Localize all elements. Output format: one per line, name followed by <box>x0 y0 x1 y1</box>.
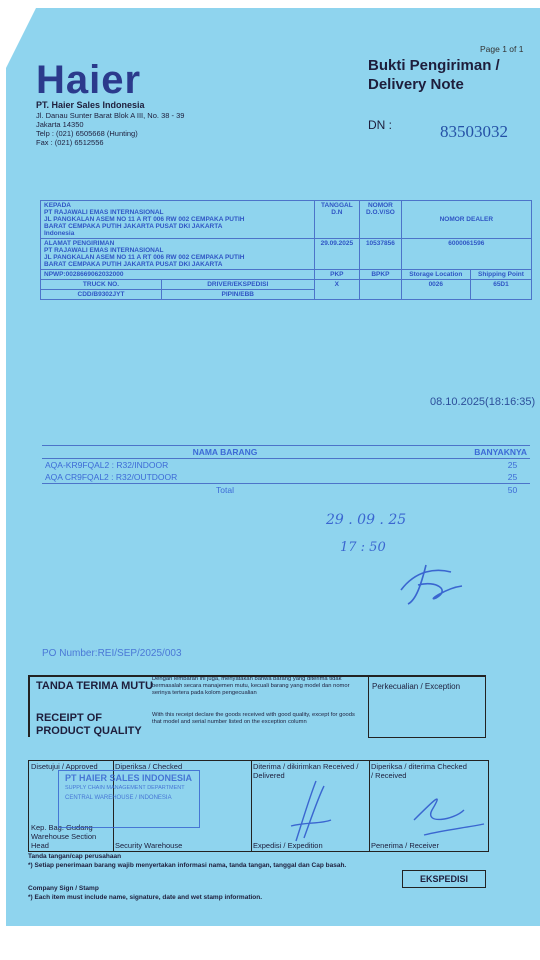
pkp-header: PKP <box>314 270 360 280</box>
items-table <box>42 445 530 496</box>
warehouse-stamp: PT HAIER SALES INDONESIA SUPPLY CHAIN MANAGEMENT DEPARTMENT CENTRAL WAREHOUSE / INDONESIA <box>58 770 200 828</box>
page-indicator: Page 1 of 1 <box>480 44 524 54</box>
handwritten-time: 17 : 50 <box>340 540 386 555</box>
company-name: PT. Haier Sales Indonesia <box>36 100 145 110</box>
expedition-signature <box>286 776 336 846</box>
storage-header: Storage Location <box>401 270 470 280</box>
bpkp-header: BPKP <box>360 270 401 280</box>
print-timestamp: 08.10.2025(18:16:35) <box>430 396 536 408</box>
npwp-cell: NPWP:0028669062032000 <box>41 270 315 280</box>
receipt-text-en: With this receipt declare the goods received with good quality, except for goods that model and serial number listed on the exception column <box>152 712 355 725</box>
item-name: AQA CR9FQAL2 : R32/OUTDOOR <box>42 471 408 484</box>
nomor-dealer-header: NOMOR DEALER <box>401 201 531 239</box>
receipt-text-id: Dengan lembaran ini juga, menyatakan bahwa barang yang diterima tidak bermasalah secara manajemen mutu, kecuali barang yang model dan nomor serinya tertera pada kolom pengecualian <box>152 676 350 696</box>
sig-checked: Diperiksa / Checked Security Warehouse <box>113 761 252 851</box>
table-row <box>42 471 530 484</box>
receipt-heading-id: TANDA TERIMA MUTU <box>36 680 153 692</box>
nomor-header: NOMOR D.O.V/SO <box>360 201 401 239</box>
sig-received: Diperiksa / diterima Checked / Received Penerima / Receiver <box>369 761 489 851</box>
exception-label: Perkecualian / Exception <box>372 682 461 691</box>
bpkp-value <box>360 280 401 300</box>
shipping-point-header: Shipping Point <box>470 270 531 280</box>
total-row <box>42 484 530 497</box>
sig-approved: Disetujui / Approved Kep. Bag. Gudang Warehouse Section Head <box>29 761 114 851</box>
sig-delivered: Diterima / dikirimkan Received / Delivered Expedisi / Expedition <box>251 761 370 851</box>
items-col-name: NAMA BARANG <box>42 446 408 459</box>
total-label: Total <box>216 485 234 495</box>
total-value: 50 <box>507 485 518 495</box>
dealer-value: 6000061596 <box>401 239 531 270</box>
document-title: Bukti Pengiriman / Delivery Note <box>368 57 500 93</box>
pkp-value: X <box>314 280 360 300</box>
receiver-signature <box>404 780 488 846</box>
items-col-qty: BANYAKNYA <box>408 446 530 459</box>
table-row <box>42 459 530 472</box>
company-logo: Haier <box>36 58 142 102</box>
folded-corner <box>0 0 40 80</box>
driver-header: DRIVER/EKSPEDISI <box>161 280 314 290</box>
tanggal-header: TANGGAL D.N <box>314 201 360 239</box>
handwritten-signature <box>396 560 466 606</box>
po-number: PO Number:REI/SEP/2025/003 <box>42 648 182 659</box>
nomor-value: 10537856 <box>360 239 401 270</box>
receipt-heading-en: RECEIPT OF PRODUCT QUALITY <box>36 712 142 737</box>
sign-notes: Tanda tangan/cap perusahaan *) Setiap penerimaan barang wajib menyertakan informasi nama, tanda tangan, tanggal dan Cap basah. <box>28 853 347 869</box>
company-sign-notes: Company Sign / Stamp *) Each item must include name, signature, date and wet stamp information. <box>28 885 263 901</box>
item-qty: 25 <box>507 460 518 470</box>
tanggal-value: 29.09.2025 <box>314 239 360 270</box>
truck-value: CDD/B9302JYT <box>41 290 162 300</box>
alamat-cell: ALAMAT PENGIRIMAN PT RAJAWALI EMAS INTERNASIONAL JL PANGKALAN ASEM NO 11 A RT 006 RW 002 CEMPAKA PUTIH BARAT CEMPAKA PUTIH JAKARTA PUSAT DKI JAKARTA <box>41 239 315 270</box>
dn-number: 83503032 <box>440 122 508 141</box>
item-qty: 25 <box>408 471 530 484</box>
driver-value: PIPIN/EBB <box>161 290 314 300</box>
kepada-cell: KEPADA PT RAJAWALI EMAS INTERNASIONAL JL PANGKALAN ASEM NO 11 A RT 006 RW 002 CEMPAKA PUTIH BARAT CEMPAKA PUTIH JAKARTA PUSAT DKI JAKARTA Indonesia <box>41 201 315 239</box>
shipping-info-table <box>40 200 532 300</box>
truck-header: TRUCK NO. <box>41 280 162 290</box>
storage-value: 0026 <box>401 280 470 300</box>
dn-label: DN : <box>368 118 392 132</box>
shipping-point-value: 65D1 <box>470 280 531 300</box>
ekspedisi-copy-label: EKSPEDISI <box>402 870 486 888</box>
company-address: Jl. Danau Sunter Barat Blok A III, No. 38 - 39 Jakarta 14350 Telp : (021) 6505668 (Hunting) Fax : (021) 6512556 <box>36 111 185 147</box>
handwritten-date: 29 . 09 . 25 <box>326 512 407 528</box>
item-name: AQA-KR9FQAL2 : R32/INDOOR <box>45 460 169 470</box>
